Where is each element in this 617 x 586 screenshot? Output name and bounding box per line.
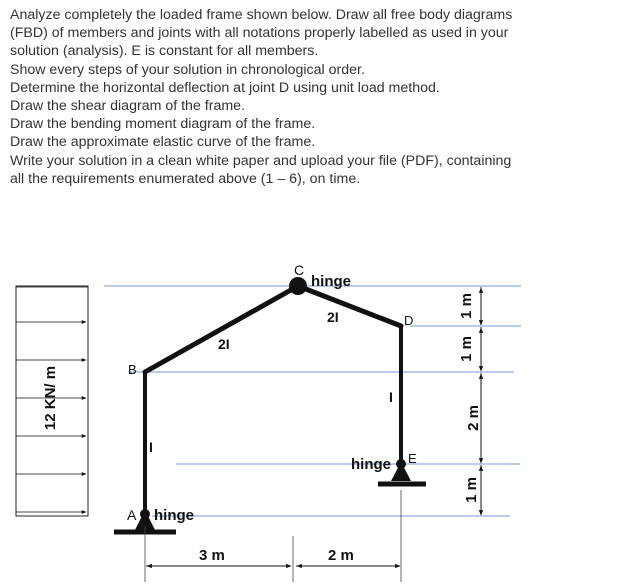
- problem-line: Analyze completely the loaded frame shown below. Draw all free body diagrams: [10, 7, 513, 23]
- problem-line: (FBD) of members and joints with all notations properly labelled as used in your: [10, 25, 509, 42]
- joint-a-label: A: [127, 507, 137, 523]
- frame: [145, 286, 401, 516]
- joint-d-label: D: [404, 313, 414, 328]
- member-cd-label: 2I: [327, 309, 339, 325]
- dimension-1m-top: 1 m: [458, 293, 475, 319]
- problem-line: Write your solution in a clean white paper and upload your file (PDF), containing: [10, 152, 512, 169]
- hinge-label-e: hinge: [351, 456, 391, 473]
- dimension-1m-mid: 1 m: [458, 336, 475, 362]
- hinge-label-a: hinge: [154, 507, 194, 524]
- problem-line: Draw the bending moment diagram of the frame.: [10, 116, 316, 133]
- load-label: 12 KN/ m: [42, 365, 59, 431]
- member-ab-label: I: [149, 439, 153, 455]
- member-cd: [298, 286, 401, 326]
- problem-line: Determine the horizontal deflection at joint D using unit load method.: [10, 79, 440, 96]
- problem-line: Draw the approximate elastic curve of the frame.: [10, 134, 316, 151]
- member-bc-label: 2I: [218, 336, 230, 352]
- dimension-1m-bottom: 1 m: [463, 477, 480, 503]
- joint-c-label: C: [294, 262, 305, 278]
- problem-line: all the requirements enumerated above (1 – 6), on time.: [10, 170, 361, 187]
- hinge-label-c: hinge: [311, 273, 351, 290]
- problem-line: solution (analysis). E is constant for all members.: [10, 43, 319, 60]
- problem-line: Draw the shear diagram of the frame.: [10, 98, 245, 115]
- guide-lines: [104, 286, 521, 516]
- member-de-label: I: [389, 389, 393, 405]
- dimension-2m: 2 m: [328, 547, 354, 564]
- problem-line: Show every steps of your solution in chronological order.: [10, 61, 365, 78]
- joint-b-label: B: [128, 362, 137, 377]
- joint-e-label: E: [408, 451, 417, 466]
- dimension-3m: 3 m: [199, 547, 225, 564]
- hinge-c: [289, 277, 307, 295]
- dimension-2m-vert: 2 m: [465, 405, 482, 431]
- horizontal-dimensions: [145, 490, 401, 582]
- hinge-a: [140, 509, 150, 519]
- distributed-load: [16, 286, 88, 516]
- member-bc: [145, 286, 298, 372]
- hinge-e: [396, 459, 406, 469]
